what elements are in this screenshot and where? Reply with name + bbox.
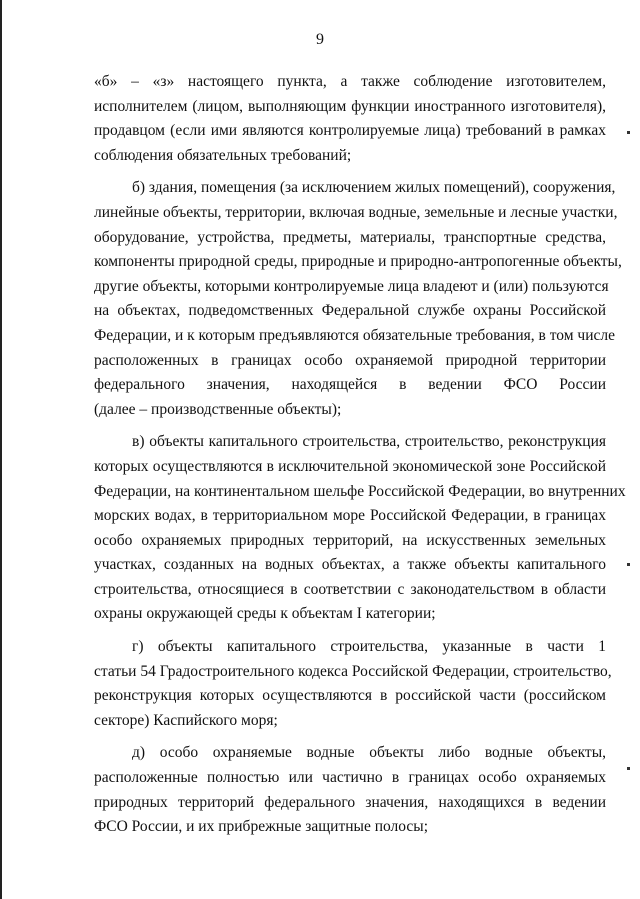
text-line: расположенных в границах особо охраняемой природной территории <box>94 351 606 369</box>
text-line: в) объекты капитального строительства, строительство, реконструкция <box>132 433 606 451</box>
text-line: оборудование, устройства, предметы, материалы, транспортные средства, <box>94 228 606 246</box>
text-line: охраны окружающей среды к объектам I категории; <box>94 605 436 623</box>
text-line: «б» – «з» настоящего пункта, а также соблюдение изготовителем, <box>94 73 606 90</box>
paragraph-d <box>94 741 606 839</box>
text-line: которых осуществляются в исключительной экономической зоне Российской <box>94 457 606 475</box>
paragraph-g <box>94 635 612 733</box>
paragraph-v <box>94 430 626 627</box>
text-line: исполнителем (лицом, выполняющим функции иностранного изготовителя), <box>94 97 606 115</box>
text-line: особо охраняемых природных территорий, на искусственных земельных <box>94 531 606 549</box>
text-line: статьи 54 Градостроительного кодекса Российской Федерации, строительство, <box>94 662 612 680</box>
text-line: секторе) Каспийского моря; <box>94 711 278 729</box>
text-line: строительства, относящиеся в соответствии с законодательством в области <box>94 580 606 598</box>
text-line: реконструкция которых осуществляются в российской части (российском <box>94 687 606 705</box>
text-line: г) объекты капитального строительства, указанные в части 1 <box>132 638 606 656</box>
text-line: д) особо охраняемые водные объекты либо водные объекты, <box>132 744 606 762</box>
text-line: природных территорий федерального значения, находящихся в ведении <box>94 793 606 811</box>
scan-speck <box>627 767 630 770</box>
scan-speck <box>627 131 630 134</box>
text-line: Федерации, и к которым предъявляются обязательные требования, в том числе <box>94 326 616 344</box>
page-number: 9 <box>316 31 324 48</box>
text-line: линейные объекты, территории, включая водные, земельные и лесные участки, <box>94 203 618 221</box>
text-line: ФСО России, и их прибрежные защитные полосы; <box>94 818 429 836</box>
text-line: продавцом (если ими являются контролируемые лица) требований в рамках <box>94 122 606 140</box>
text-line: федерального значения, находящейся в ведении ФСО России <box>94 376 606 394</box>
text-line: морских водах, в территориальном море Российской Федерации, в границах <box>94 507 606 525</box>
text-line: участках, созданных на водных объектах, а также объекты капитального <box>94 556 606 574</box>
text-line: на объектах, подведомственных Федеральной службе охраны Российской <box>94 302 606 320</box>
text-line: другие объекты, которыми контролируемые лица владеют и (или) пользуются <box>94 277 609 295</box>
scan-edge <box>0 0 2 899</box>
text-line: б) здания, помещения (за исключением жилых помещений), сооружения, <box>132 179 616 197</box>
text-line: Федерации, на континентальном шельфе Российской Федерации, во внутренних <box>94 482 626 500</box>
document-body <box>94 70 626 840</box>
paragraph-continuation <box>94 70 606 168</box>
text-line: компоненты природной среды, природные и природно-антропогенные объекты, <box>94 253 622 271</box>
text-line: расположенные полностью или частично в границах особо охраняемых <box>94 769 606 787</box>
paragraph-b <box>94 176 622 422</box>
text-line: (далее – производственные объекты); <box>94 400 342 418</box>
scan-speck <box>627 563 630 566</box>
text-line: соблюдения обязательных требований; <box>94 146 352 164</box>
